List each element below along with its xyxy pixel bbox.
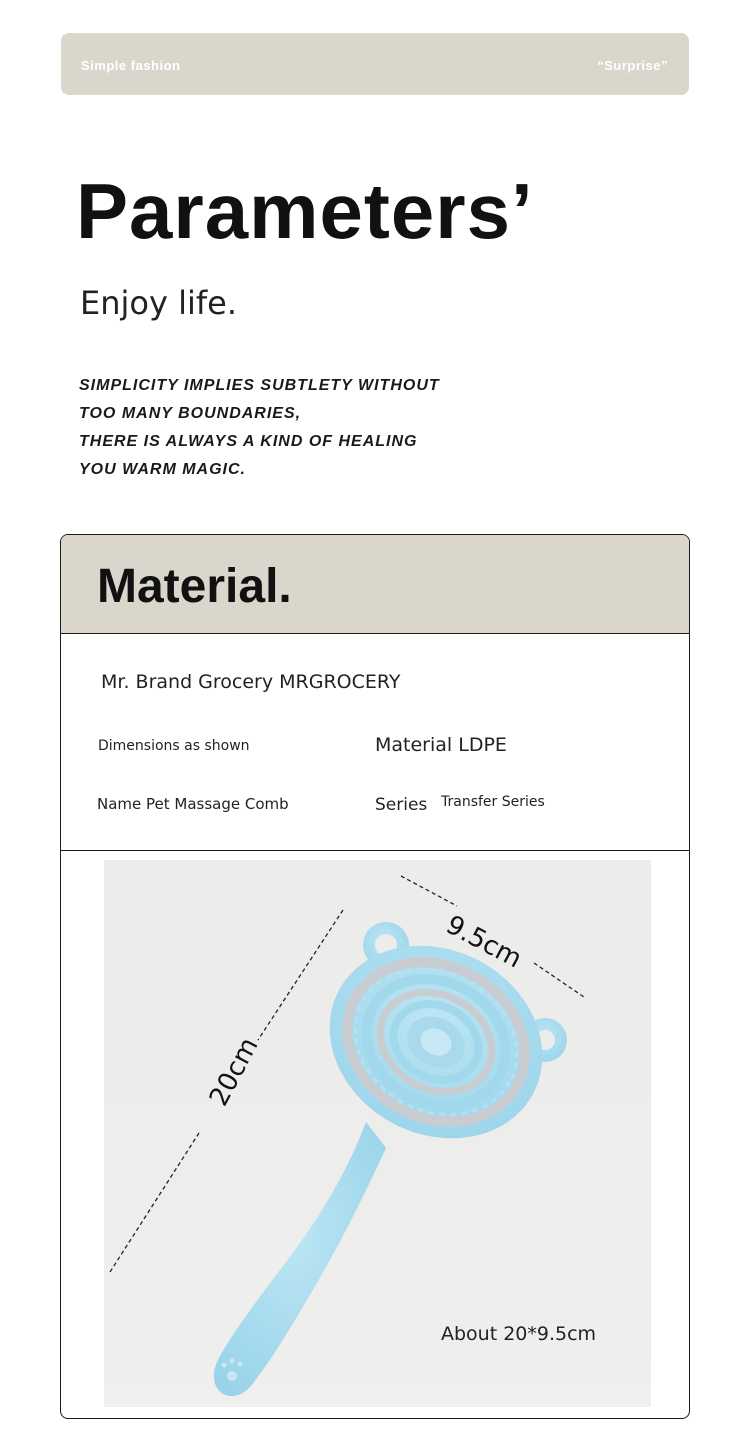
spec-name: Name Pet Massage Comb — [97, 795, 289, 813]
page-title: Parameters’ — [76, 167, 534, 255]
width-dimension-line — [401, 876, 457, 906]
comb-handle — [214, 1122, 386, 1396]
length-dimension-line — [110, 1133, 199, 1272]
banner-left-text: Simple fashion — [81, 58, 181, 73]
spec-brand: Mr. Brand Grocery MRGROCERY — [101, 671, 401, 693]
top-banner — [61, 33, 689, 95]
width-dimension-line — [534, 963, 584, 997]
tagline-line: YOU WARM MAGIC. — [79, 461, 246, 478]
spec-card — [60, 534, 690, 1419]
spec-body — [61, 634, 689, 851]
product-photo — [104, 860, 651, 1407]
spec-series-value: Transfer Series — [441, 794, 545, 810]
size-caption: About 20*9.5cm — [441, 1323, 597, 1345]
tagline-line: SIMPLICITY IMPLIES SUBTLETY WITHOUT — [79, 377, 440, 394]
banner-right-text: “Surprise” — [597, 58, 668, 73]
subtitle: Enjoy life. — [80, 284, 237, 322]
tagline-line: TOO MANY BOUNDARIES, — [79, 405, 302, 422]
width-dimension-label: 9.5cm — [440, 910, 527, 975]
spec-header — [61, 535, 689, 634]
spec-heading: Material. — [97, 560, 292, 613]
length-dimension-label: 20cm — [204, 1032, 265, 1112]
spec-series-label: Series — [375, 795, 428, 815]
comb-head — [296, 909, 577, 1175]
spec-material: Material LDPE — [375, 734, 507, 756]
tagline-line: THERE IS ALWAYS A KIND OF HEALING — [79, 433, 418, 450]
spec-dimensions: Dimensions as shown — [98, 738, 250, 754]
tagline — [79, 372, 440, 484]
